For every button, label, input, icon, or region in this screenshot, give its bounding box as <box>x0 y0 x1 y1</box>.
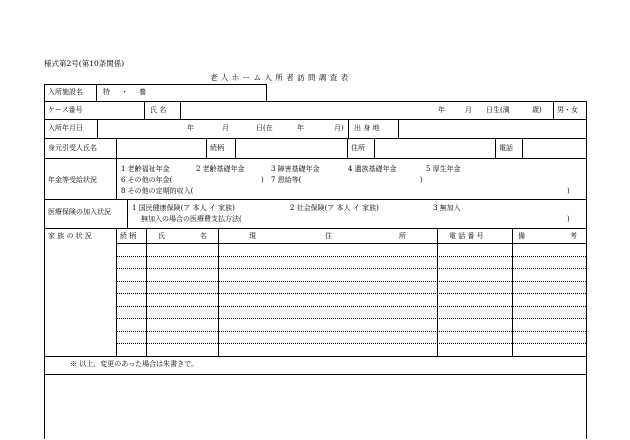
family-row-3-phone-cell[interactable] <box>438 269 511 280</box>
relation-label: 続柄 <box>210 144 224 152</box>
family-row-4-relation-cell[interactable] <box>117 282 145 293</box>
family-row-4-phone-cell[interactable] <box>438 282 511 293</box>
family-row-5-remarks-cell[interactable] <box>513 294 585 305</box>
family-row-5-relation-cell[interactable] <box>117 294 145 305</box>
family-row-3-address-cell[interactable] <box>219 269 436 280</box>
family-row-4-name-cell[interactable] <box>147 282 217 293</box>
family-row-8-name-cell[interactable] <box>147 332 217 343</box>
family-row-7-name-cell[interactable] <box>147 319 217 330</box>
pension-option-5[interactable]: 5 厚生年金 <box>426 165 461 173</box>
family-row-9-relation-cell[interactable] <box>117 344 145 355</box>
family-row-6-name-cell[interactable] <box>147 307 217 318</box>
admission-day-label: 日(在 <box>256 124 273 132</box>
family-row-2-name-cell[interactable] <box>147 257 217 268</box>
family-row-6-relation-cell[interactable] <box>117 307 145 318</box>
pension-option-2[interactable]: 2 老齢基礎年金 <box>196 165 245 173</box>
pension-option-6[interactable]: 6 その他の年金( <box>121 176 173 184</box>
family-row-9-address-cell[interactable] <box>219 344 436 355</box>
age-label: 歳) <box>532 106 542 114</box>
origin-label: 出 身 地 <box>354 124 380 132</box>
admission-year-label: 年 <box>187 124 194 132</box>
facility-option-you[interactable]: 養 <box>139 88 146 96</box>
family-section-label: 家 族 の 状 況 <box>48 232 92 240</box>
guarantor-name-input[interactable] <box>117 139 205 157</box>
family-row-1-remarks-cell[interactable] <box>513 244 585 255</box>
family-header-name-2: 名 <box>200 232 207 240</box>
stay-month-label: 月) <box>334 124 344 132</box>
family-header-address-1: 現 <box>249 232 256 240</box>
family-row-1-name-cell[interactable] <box>147 244 217 255</box>
family-row-8-address-cell[interactable] <box>219 332 436 343</box>
family-row-9-name-cell[interactable] <box>147 344 217 355</box>
family-row-7-phone-cell[interactable] <box>438 319 511 330</box>
birth-year-label: 年 <box>438 106 445 114</box>
family-row-5-name-cell[interactable] <box>147 294 217 305</box>
pension-option-6-end: ) <box>261 176 264 184</box>
insurance-label: 医療保険の加入状況 <box>48 208 111 216</box>
facility-option-dot: ・ <box>121 88 128 96</box>
facility-label: 入所施設名 <box>48 88 83 96</box>
family-row-5-phone-cell[interactable] <box>438 294 511 305</box>
family-header-relation: 続 柄 <box>120 232 137 240</box>
family-row-2-phone-cell[interactable] <box>438 257 511 268</box>
pension-option-1[interactable]: 1 老齢福祉年金 <box>121 165 170 173</box>
guarantor-name-label: 身元引受人氏名 <box>48 144 97 152</box>
name-label: 氏 名 <box>150 106 167 114</box>
pension-option-4[interactable]: 4 遺族基礎年金 <box>348 165 397 173</box>
family-row-1-relation-cell[interactable] <box>117 244 145 255</box>
family-row-1-address-cell[interactable] <box>219 244 436 255</box>
family-header-phone: 電 話 番 号 <box>449 232 484 240</box>
origin-input[interactable] <box>399 120 585 137</box>
address-label: 住所 <box>351 144 365 152</box>
family-row-9-remarks-cell[interactable] <box>513 344 585 355</box>
name-input[interactable] <box>181 102 431 118</box>
pension-option-7[interactable]: 7 恩給等( <box>271 176 302 184</box>
family-row-3-name-cell[interactable] <box>147 269 217 280</box>
family-header-name-1: 氏 <box>158 232 165 240</box>
sex-select[interactable]: 男・女 <box>557 106 578 114</box>
page-title: 老 人 ホ ー ム 入 所 者 訪 問 調 査 表 <box>210 73 349 82</box>
stay-year-label: 年 <box>297 124 304 132</box>
facility-option-toku[interactable]: 特 <box>103 88 110 96</box>
insurance-option-2[interactable]: 2 社会保険(ア 本人 イ 家族) <box>290 204 379 212</box>
pension-option-8-end: ) <box>567 187 570 195</box>
family-row-9-phone-cell[interactable] <box>438 344 511 355</box>
family-row-4-address-cell[interactable] <box>219 282 436 293</box>
pension-option-7-end: ) <box>420 176 423 184</box>
uninsured-payment-label: 無加入の場合の医療費支払方法( <box>141 215 242 223</box>
family-row-3-relation-cell[interactable] <box>117 269 145 280</box>
family-row-2-remarks-cell[interactable] <box>513 257 585 268</box>
insurance-option-3[interactable]: 3 無加入 <box>433 204 461 212</box>
uninsured-payment-end: ) <box>567 215 570 223</box>
family-header-address-3: 所 <box>399 232 406 240</box>
family-row-7-relation-cell[interactable] <box>117 319 145 330</box>
family-row-6-remarks-cell[interactable] <box>513 307 585 318</box>
family-row-8-relation-cell[interactable] <box>117 332 145 343</box>
family-header-remarks-2: 考 <box>570 232 577 240</box>
insurance-option-1[interactable]: 1 国民健康保険(ア 本人 イ 家族) <box>132 204 235 212</box>
phone-label: 電話 <box>499 144 513 152</box>
family-row-8-remarks-cell[interactable] <box>513 332 585 343</box>
birth-day-label: 日生(満 <box>486 106 510 114</box>
family-row-2-relation-cell[interactable] <box>117 257 145 268</box>
family-header-remarks-1: 備 <box>518 232 525 240</box>
family-row-3-remarks-cell[interactable] <box>513 269 585 280</box>
birth-month-label: 月 <box>465 106 472 114</box>
pension-option-3[interactable]: 3 障害基礎年金 <box>271 165 320 173</box>
pension-label: 年金等受給状況 <box>48 176 97 184</box>
family-row-5-address-cell[interactable] <box>219 294 436 305</box>
family-header-address-2: 住 <box>325 232 332 240</box>
form-number: 様式第2号(第10条関係) <box>44 59 125 68</box>
family-row-7-address-cell[interactable] <box>219 319 436 330</box>
family-row-6-address-cell[interactable] <box>219 307 436 318</box>
footnote: ※ 以上、変更のあった場合は朱書きで。 <box>70 360 199 368</box>
family-row-8-phone-cell[interactable] <box>438 332 511 343</box>
family-row-1-phone-cell[interactable] <box>438 244 511 255</box>
family-row-7-remarks-cell[interactable] <box>513 319 585 330</box>
family-row-4-remarks-cell[interactable] <box>513 282 585 293</box>
family-row-6-phone-cell[interactable] <box>438 307 511 318</box>
pension-option-8[interactable]: 8 その他の定期的収入( <box>121 187 194 195</box>
case-number-label: ケース番号 <box>48 106 83 114</box>
case-number-input[interactable] <box>97 102 143 118</box>
family-row-2-address-cell[interactable] <box>219 257 436 268</box>
admission-month-label: 月 <box>222 124 229 132</box>
admission-date-label: 入所年月日 <box>48 124 83 132</box>
